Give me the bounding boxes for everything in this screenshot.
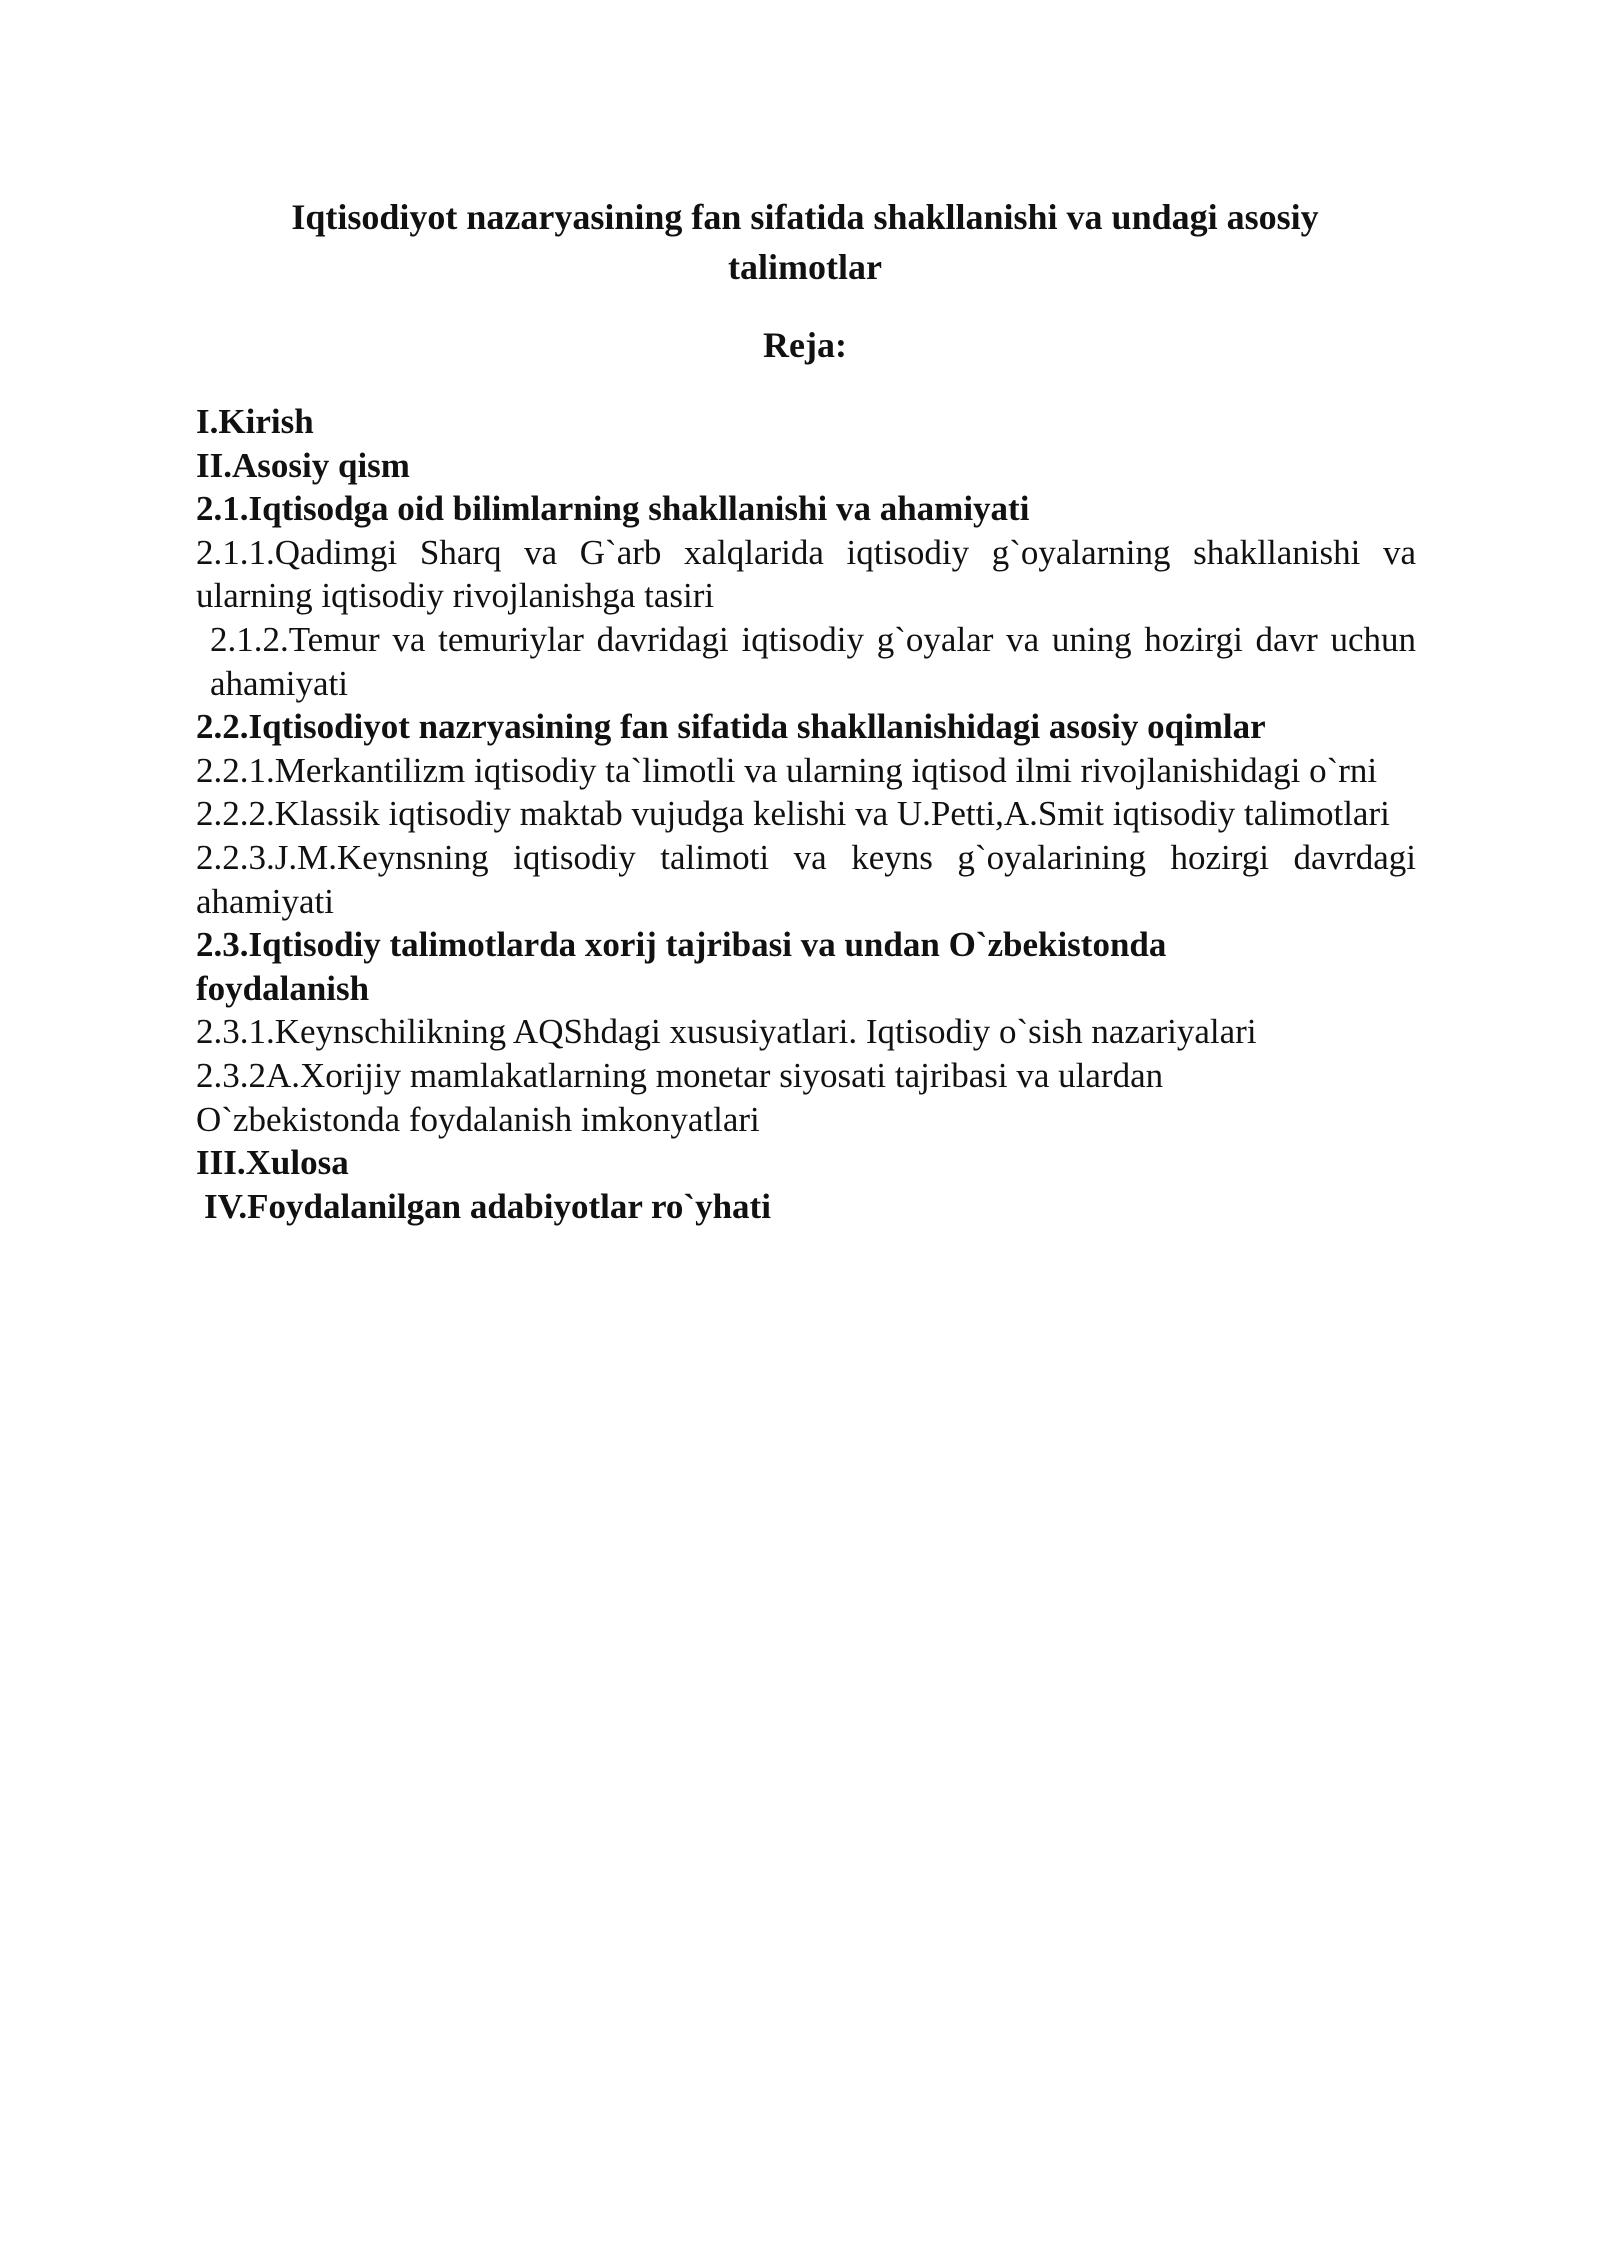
- outline-subsection-2-3-2-line1: 2.3.2A.Xorijiy mamlakatlarning monetar siyosati tajribasi va ulardan: [196, 1055, 1164, 1095]
- outline-subsection-2-3-2-line2: O`zbekistonda foydalanish imkonyatlari: [196, 1099, 760, 1139]
- outline-section-2-2: 2.2.Iqtisodiyot nazryasining fan sifatida shakllanishidagi asosiy oqimlar: [196, 707, 1266, 747]
- outline-subsection-2-2-3: 2.2.3.J.M.Keynsning iqtisodiy talimoti va keyns g`oyalarining hozirgi davrdagi ahamiyati: [196, 837, 1416, 921]
- outline-subsection-2-2-1: 2.2.1.Merkantilizm iqtisodiy ta`limotli va ularning iqtisod ilmi rivojlanishidagi o`rni: [196, 750, 1378, 790]
- outline-item-references: IV.Foydalanilgan adabiyotlar ro`yhati: [204, 1186, 771, 1226]
- outline-section-2-1: 2.1.Iqtisodga oid bilimlarning shakllanishi va ahamiyati: [196, 489, 1030, 529]
- outline-item-intro: I.Kirish: [196, 402, 314, 441]
- outline-subsection-2-1-2: 2.1.2.Temur va temuriylar davridagi iqtisodiy g`oyalar va uning hozirgi davr uchun ahamiyati: [210, 619, 1416, 703]
- outline-section-2-3: 2.3.Iqtisodiy talimotlarda xorij tajribasi va undan O`zbekistonda foydalanish: [196, 925, 1167, 1008]
- outline-item-conclusion: III.Xulosa: [196, 1143, 349, 1183]
- document-title: Iqtisodiyot nazaryasining fan sifatida shakllanishi va undagi asosiy talimotlar: [291, 197, 1319, 287]
- outline-item-main-part: II.Asosiy qism: [196, 445, 410, 485]
- outline-subsection-2-2-2: 2.2.2.Klassik iqtisodiy maktab vujudga kelishi va U.Petti,A.Smit iqtisodiy talimotlari: [196, 794, 1390, 834]
- outline-subsection-2-1-1: 2.1.1.Qadimgi Sharq va G`arb xalqlarida iqtisodiy g`oyalarning shakllanishi va ularning iqtisodiy rivojlanishga tasiri: [196, 532, 1416, 616]
- plan-heading: Reja:: [763, 325, 847, 365]
- outline-subsection-2-3-1: 2.3.1.Keynschilikning AQShdagi xususiyatlari. Iqtisodiy o`sish nazariyalari: [196, 1012, 1257, 1052]
- plan-outline: [196, 400, 1416, 1228]
